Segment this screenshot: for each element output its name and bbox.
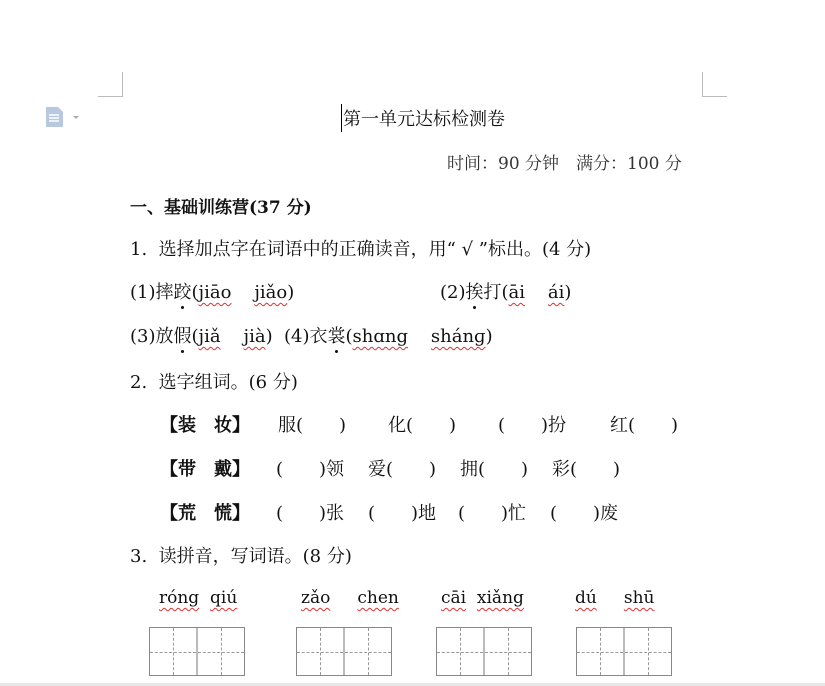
text-cursor (341, 104, 342, 132)
grid-cell[interactable] (297, 628, 345, 675)
pinyin-option[interactable]: jiǎ (198, 326, 221, 347)
q1-item-2 (440, 278, 571, 304)
word-blank[interactable]: ( )扮 (498, 415, 567, 436)
pinyin-syllable: xiǎng (476, 588, 524, 608)
paren: ( (191, 326, 199, 347)
word-blank[interactable]: 红( ) (610, 415, 679, 436)
char-pair-label: 【带 戴】 (160, 459, 250, 480)
pinyin-option[interactable]: shánɡ (430, 326, 486, 347)
writing-grid[interactable] (436, 627, 532, 676)
q2-row (160, 455, 621, 481)
item-text: 打 (483, 282, 502, 303)
question-text: 选择加点字在词语中的正确读音，用“ √ ”标出。(4 分) (158, 239, 592, 260)
word-blank[interactable]: 爱( ) (368, 459, 437, 480)
q1-item-3 (130, 322, 273, 348)
pinyin-option[interactable]: shɑng (352, 326, 408, 347)
pinyin-syllable: chen (357, 588, 399, 608)
word-blank[interactable]: 拥( ) (460, 459, 529, 480)
question-2 (130, 368, 298, 394)
char-pair-label: 【装 妆】 (160, 415, 250, 436)
writing-grid[interactable] (576, 627, 672, 676)
word-blank[interactable]: ( )地 (368, 503, 437, 524)
pinyin-option[interactable]: ái (547, 282, 565, 303)
exam-meta: 时间：90 分钟 满分：100 分 (447, 154, 682, 174)
question-number: 1. (130, 239, 148, 260)
q1-item-4 (284, 322, 493, 348)
question-text: 选字组词。(6 分) (158, 372, 298, 393)
grid-cell[interactable] (437, 628, 485, 675)
question-text: 读拼音，写词语。(8 分) (158, 546, 352, 567)
word-blank[interactable]: 化( ) (388, 415, 457, 436)
item-text: (3)放 (130, 326, 174, 347)
pinyin-syllable: dú (575, 588, 597, 608)
page-title: 第一单元达标检测卷 (343, 109, 505, 130)
word-blank[interactable]: 服( ) (278, 415, 347, 436)
question-1 (130, 235, 591, 261)
grid-cell[interactable] (150, 628, 198, 675)
question-number: 3. (130, 546, 148, 567)
writing-grid[interactable] (296, 627, 392, 676)
pinyin-syllable: shū (623, 588, 655, 608)
pinyin-word (301, 588, 399, 608)
grid-cell[interactable] (345, 628, 391, 675)
char-pair-label: 【荒 慌】 (160, 503, 250, 524)
pinyin-word (575, 588, 655, 608)
dotted-char: 跤 (173, 282, 192, 303)
grid-cell[interactable] (198, 628, 244, 675)
paren: ) (287, 282, 295, 303)
pinyin-syllable: qiú (210, 588, 238, 608)
question-number: 2. (130, 372, 148, 393)
grid-cell[interactable] (625, 628, 671, 675)
pinyin-option[interactable]: āi (508, 282, 526, 303)
pinyin-syllable: zǎo (301, 588, 331, 608)
section-heading: 一、基础训练营(37 分) (130, 198, 312, 218)
grid-cell[interactable] (485, 628, 531, 675)
page-corner-mark (98, 72, 123, 97)
paren: ( (345, 326, 353, 347)
paste-options-button[interactable] (45, 106, 85, 132)
pinyin-syllable: cāi (441, 588, 467, 608)
pinyin-option[interactable]: jià (243, 326, 266, 347)
item-text: (1)摔 (130, 282, 174, 303)
dotted-char: 裳 (327, 326, 346, 347)
item-text: (4)衣 (284, 326, 328, 347)
paren: ) (564, 282, 572, 303)
word-blank[interactable]: ( )废 (550, 503, 619, 524)
q1-item-1 (130, 278, 294, 304)
word-blank[interactable]: ( )张 (276, 503, 345, 524)
item-text: (2) (440, 282, 466, 303)
paren: ) (265, 326, 273, 347)
word-blank[interactable]: ( )领 (276, 459, 345, 480)
dotted-char: 假 (173, 326, 192, 347)
writing-grid[interactable] (149, 627, 245, 676)
word-blank[interactable]: ( )忙 (458, 503, 527, 524)
pinyin-syllable: róng (159, 588, 200, 608)
q2-row (160, 499, 619, 525)
q2-row (160, 411, 679, 437)
grid-cell[interactable] (577, 628, 625, 675)
pinyin-option[interactable]: jiāo (198, 282, 232, 303)
pinyin-word (159, 588, 237, 608)
pinyin-word (441, 588, 524, 608)
word-blank[interactable]: 彩( ) (552, 459, 621, 480)
page-corner-mark (702, 72, 727, 97)
dotted-char: 挨 (465, 282, 484, 303)
document-icon (45, 106, 85, 128)
paren: ) (485, 326, 493, 347)
paren: ( (191, 282, 199, 303)
paren: ( (501, 282, 509, 303)
pinyin-option[interactable]: jiǎo (254, 282, 288, 303)
question-3 (130, 542, 352, 568)
